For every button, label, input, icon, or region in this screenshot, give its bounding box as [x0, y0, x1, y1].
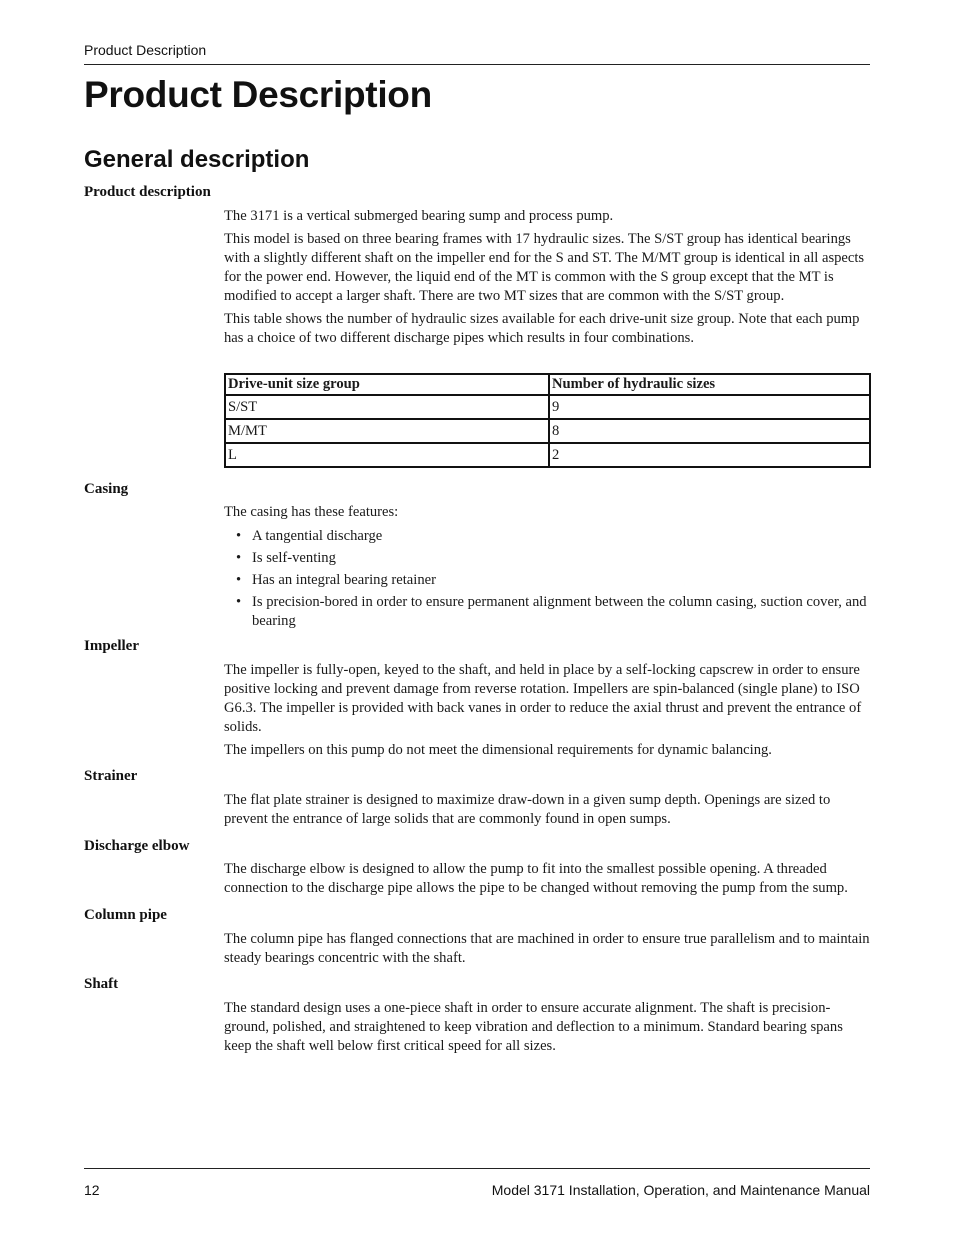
discharge-elbow-body	[224, 860, 870, 898]
list-item-text: Is self-venting	[252, 550, 336, 566]
table-cell: S/ST	[225, 395, 549, 419]
footer-divider	[84, 1168, 870, 1169]
paragraph: This model is based on three bearing frames with 17 hydraulic sizes. The S/ST group has identical bearings with a slightly different shaft on the impeller end for the S and ST. The M/MT group is identical in all aspects for the power end. However, the liquid end of the MT is common with the S group except that the MT is modified to accept a larger shaft. There are two MT sizes that are common with the S/ST group.	[224, 231, 865, 304]
paragraph: The column pipe has flanged connections that are machined in order to ensure true parallelism and to maintain steady bearings concentric with the shaft.	[224, 931, 870, 966]
list-item	[236, 593, 870, 631]
paragraph: The flat plate strainer is designed to maximize draw-down in a given sump depth. Openings are sized to prevent the entrance of large solids that are commonly found in open sumps.	[224, 792, 831, 827]
discharge-elbow-heading: Discharge elbow	[84, 838, 190, 854]
table-cell: 9	[549, 395, 870, 419]
list-item-text: A tangential discharge	[252, 528, 383, 544]
shaft-heading: Shaft	[84, 976, 119, 992]
document-title: Model 3171 Installation, Operation, and Maintenance Manual	[491, 1182, 870, 1198]
column-pipe-body	[224, 930, 870, 968]
strainer-body	[224, 791, 870, 829]
table-cell: 2	[549, 443, 870, 467]
impeller-body	[224, 661, 870, 760]
paragraph: The impellers on this pump do not meet the dimensional requirements for dynamic balancing.	[224, 742, 772, 758]
table-cell: 8	[549, 419, 870, 443]
column-pipe-heading: Column pipe	[84, 907, 167, 923]
impeller-heading: Impeller	[84, 638, 139, 654]
section-title: General description	[84, 146, 310, 173]
paragraph: The standard design uses a one-piece shaft in order to ensure accurate alignment. The shaft is precision-ground, polished, and straightened to keep vibration and deflection to a minimum. Standard bearing spans keep the shaft well below first critical speed for all sizes.	[224, 1000, 843, 1054]
bullet: •	[236, 550, 242, 566]
paragraph: The casing has these features:	[224, 504, 399, 520]
page-title: Product Description	[84, 74, 432, 115]
product-description-heading: Product description	[84, 184, 211, 200]
column-header: Number of hydraulic sizes	[549, 374, 870, 395]
paragraph: This table shows the number of hydraulic sizes available for each drive-unit size group. Note that each pump has a choice of two different discharge pipes which results in four combinations.	[224, 311, 860, 346]
bullet: •	[236, 594, 242, 610]
casing-heading: Casing	[84, 481, 129, 497]
casing-intro	[224, 503, 870, 522]
paragraph: The impeller is fully-open, keyed to the shaft, and held in place by a self-locking capscrew in order to ensure positive locking and prevent damage from reverse rotation. Impellers are spin-balanced (single plane) to ISO G6.3. The impeller is provided with back vanes in order to reduce the axial thrust and prevent the entrance of solids.	[224, 662, 862, 735]
table-cell: M/MT	[225, 419, 549, 443]
page-number: 12	[84, 1182, 100, 1198]
paragraph: The discharge elbow is designed to allow the pump to fit into the smallest possible opening. A threaded connection to the discharge pipe allows the pipe to be changed without removing the pump from the sump.	[224, 861, 848, 896]
table-row	[225, 419, 870, 443]
product-description-body	[224, 207, 870, 348]
casing-feature-list	[236, 527, 870, 631]
shaft-body	[224, 999, 870, 1056]
table-row	[225, 395, 870, 419]
table-row	[225, 443, 870, 467]
hydraulic-sizes-table	[224, 373, 871, 468]
list-item	[236, 527, 870, 546]
list-item-text: Has an integral bearing retainer	[252, 572, 436, 588]
strainer-heading: Strainer	[84, 768, 138, 784]
list-item	[236, 549, 870, 568]
paragraph: The 3171 is a vertical submerged bearing sump and process pump.	[224, 208, 614, 224]
list-item-text: Is precision-bored in order to ensure permanent alignment between the column casing, suction cover, and bearing	[252, 594, 867, 629]
running-header: Product Description	[84, 42, 207, 58]
header-divider	[84, 64, 870, 65]
list-item	[236, 571, 870, 590]
column-header: Drive-unit size group	[225, 374, 549, 395]
bullet: •	[236, 528, 242, 544]
table-header-row	[225, 374, 870, 395]
bullet: •	[236, 572, 242, 588]
table-cell: L	[225, 443, 549, 467]
